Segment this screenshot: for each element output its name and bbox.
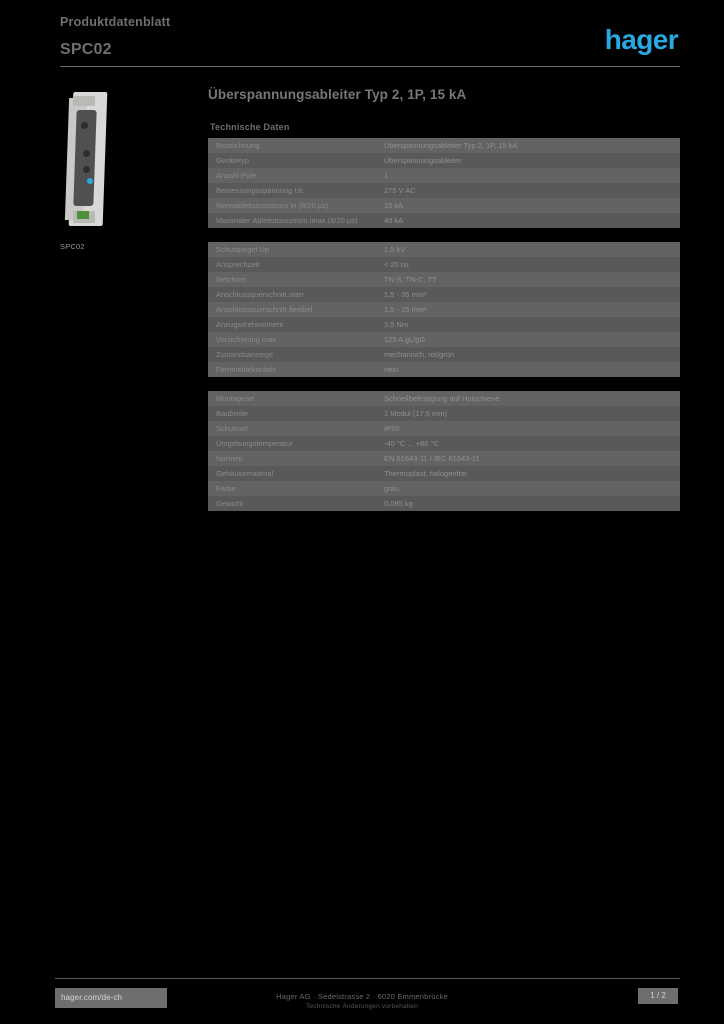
spec-value: < 25 ns (384, 259, 409, 269)
table-row (208, 183, 680, 198)
spec-table-1 (208, 138, 680, 228)
table-row (208, 257, 680, 272)
spec-label: Anschlussquerschnitt starr (216, 289, 304, 299)
product-image (55, 90, 165, 251)
spec-label: Bezeichnung (216, 140, 260, 150)
spec-value: TN-S, TN-C, TT (384, 274, 437, 284)
table-row (208, 302, 680, 317)
spec-value: mechanisch, rot/grün (384, 349, 455, 359)
spec-table-3-body (208, 391, 680, 511)
table-row (208, 168, 680, 183)
product-blue-marker (87, 178, 93, 184)
product-illustration (65, 92, 113, 226)
table-row (208, 153, 680, 168)
footer-divider (55, 978, 680, 979)
spec-value: 125 A gL/gG (384, 334, 426, 344)
table-row (208, 213, 680, 228)
spec-value: Schnellbefestigung auf Hutschiene (384, 393, 500, 403)
spec-value: 1 (384, 170, 389, 180)
spec-value: 0,085 kg (384, 498, 413, 508)
table-row (208, 317, 680, 332)
spec-label: Anzahl Pole (216, 170, 257, 180)
table-row (208, 347, 680, 362)
spec-label: Netzform (216, 274, 247, 284)
product-content (208, 86, 680, 525)
table-row (208, 436, 680, 451)
spec-table-2-body (208, 242, 680, 377)
spec-label: Montageart (216, 393, 254, 403)
spec-value: Überspannungsableiter Typ 2, 1P, 15 kA (384, 140, 518, 150)
table-row (208, 242, 680, 257)
spec-value: 1,5 - 35 mm² (384, 289, 427, 299)
spec-value: -40 °C ... +80 °C (384, 438, 439, 448)
spec-label: Normen (216, 453, 243, 463)
table-row (208, 332, 680, 347)
page-number: 1 / 2 (638, 988, 678, 1004)
spec-label: Schutzpegel Up (216, 244, 269, 254)
spec-value: 40 kA (384, 215, 404, 225)
table-row (208, 481, 680, 496)
header-divider (60, 66, 680, 67)
spec-value: Thermoplast, halogenfrei (384, 468, 467, 478)
product-image-caption: SPC02 (60, 242, 85, 251)
table-row (208, 406, 680, 421)
spec-label: Ansprechzeit (216, 259, 260, 269)
spec-label: Umgebungstemperatur (216, 438, 293, 448)
table-row (208, 391, 680, 406)
section-title-technical-data: Technische Daten (210, 122, 290, 132)
spec-table-1-body (208, 138, 680, 228)
spec-label: Zustandsanzeige (216, 349, 274, 359)
table-row (208, 198, 680, 213)
table-row (208, 451, 680, 466)
spec-table-3 (208, 391, 680, 511)
spec-label: Gewicht (216, 498, 244, 508)
spec-value: 1,5 - 25 mm² (384, 304, 427, 314)
spec-value: 1,5 kV (384, 244, 406, 254)
table-row (208, 138, 680, 153)
footer-disclaimer: Technische Änderungen vorbehalten (305, 1003, 419, 1010)
spec-value: 3,5 Nm (384, 319, 409, 329)
spec-label: Farbe (216, 483, 236, 493)
spec-label: Schutzart (216, 423, 248, 433)
footer-company-info (0, 992, 724, 1010)
spec-value: 275 V AC (384, 185, 416, 195)
table-row (208, 272, 680, 287)
spec-label: Vorsicherung max. (216, 334, 279, 344)
spec-value: Überspannungsableiter (384, 155, 462, 165)
spec-label: Maximaler Ableitstossstrom Imax (8/20 µs) (216, 215, 358, 225)
product-terminal-top (73, 96, 95, 106)
spec-label: Nennableitstossstrom In (8/20 µs) (216, 200, 329, 210)
spec-label: Anzugsdrehmoment (216, 319, 284, 329)
spec-value: EN 61643-11 / IEC 61643-11 (384, 453, 480, 463)
product-name: Überspannungsableiter Typ 2, 1P, 15 kA (208, 87, 467, 102)
spec-label: Bemessungsspannung Uc (216, 185, 304, 195)
product-screw-icon (81, 122, 88, 129)
table-row (208, 362, 680, 377)
table-row (208, 466, 680, 481)
footer-address-line: Hager AG · Sedelstrasse 2 · 6020 Emmenbrücke (276, 992, 448, 1001)
spec-value: grau (384, 483, 400, 493)
spec-value: nein (384, 364, 399, 374)
table-row (208, 496, 680, 511)
spec-table-2 (208, 242, 680, 377)
spec-label: Anschlussquerschnitt flexibel (216, 304, 313, 314)
document-subtitle: SPC02 (60, 41, 112, 58)
table-row (208, 287, 680, 302)
spec-value: IP20 (384, 423, 400, 433)
document-title: Produktdatenblatt (60, 15, 171, 29)
spec-label: Gerätetyp (216, 155, 249, 165)
spec-label: Gehäusematerial (216, 468, 274, 478)
page-header (0, 0, 724, 78)
spec-label: Fernmeldekontakt (216, 364, 277, 374)
spec-value: 15 kA (384, 200, 404, 210)
product-status-indicator (77, 211, 89, 219)
hager-logo: hager (604, 24, 678, 55)
table-row (208, 421, 680, 436)
spec-value: 1 Modul (17,5 mm) (384, 408, 447, 418)
product-screw-icon (83, 150, 90, 157)
spec-label: Baubreite (216, 408, 249, 418)
product-screw-icon (83, 166, 90, 173)
footer-website-link[interactable]: hager.com/de-ch (55, 988, 167, 1008)
